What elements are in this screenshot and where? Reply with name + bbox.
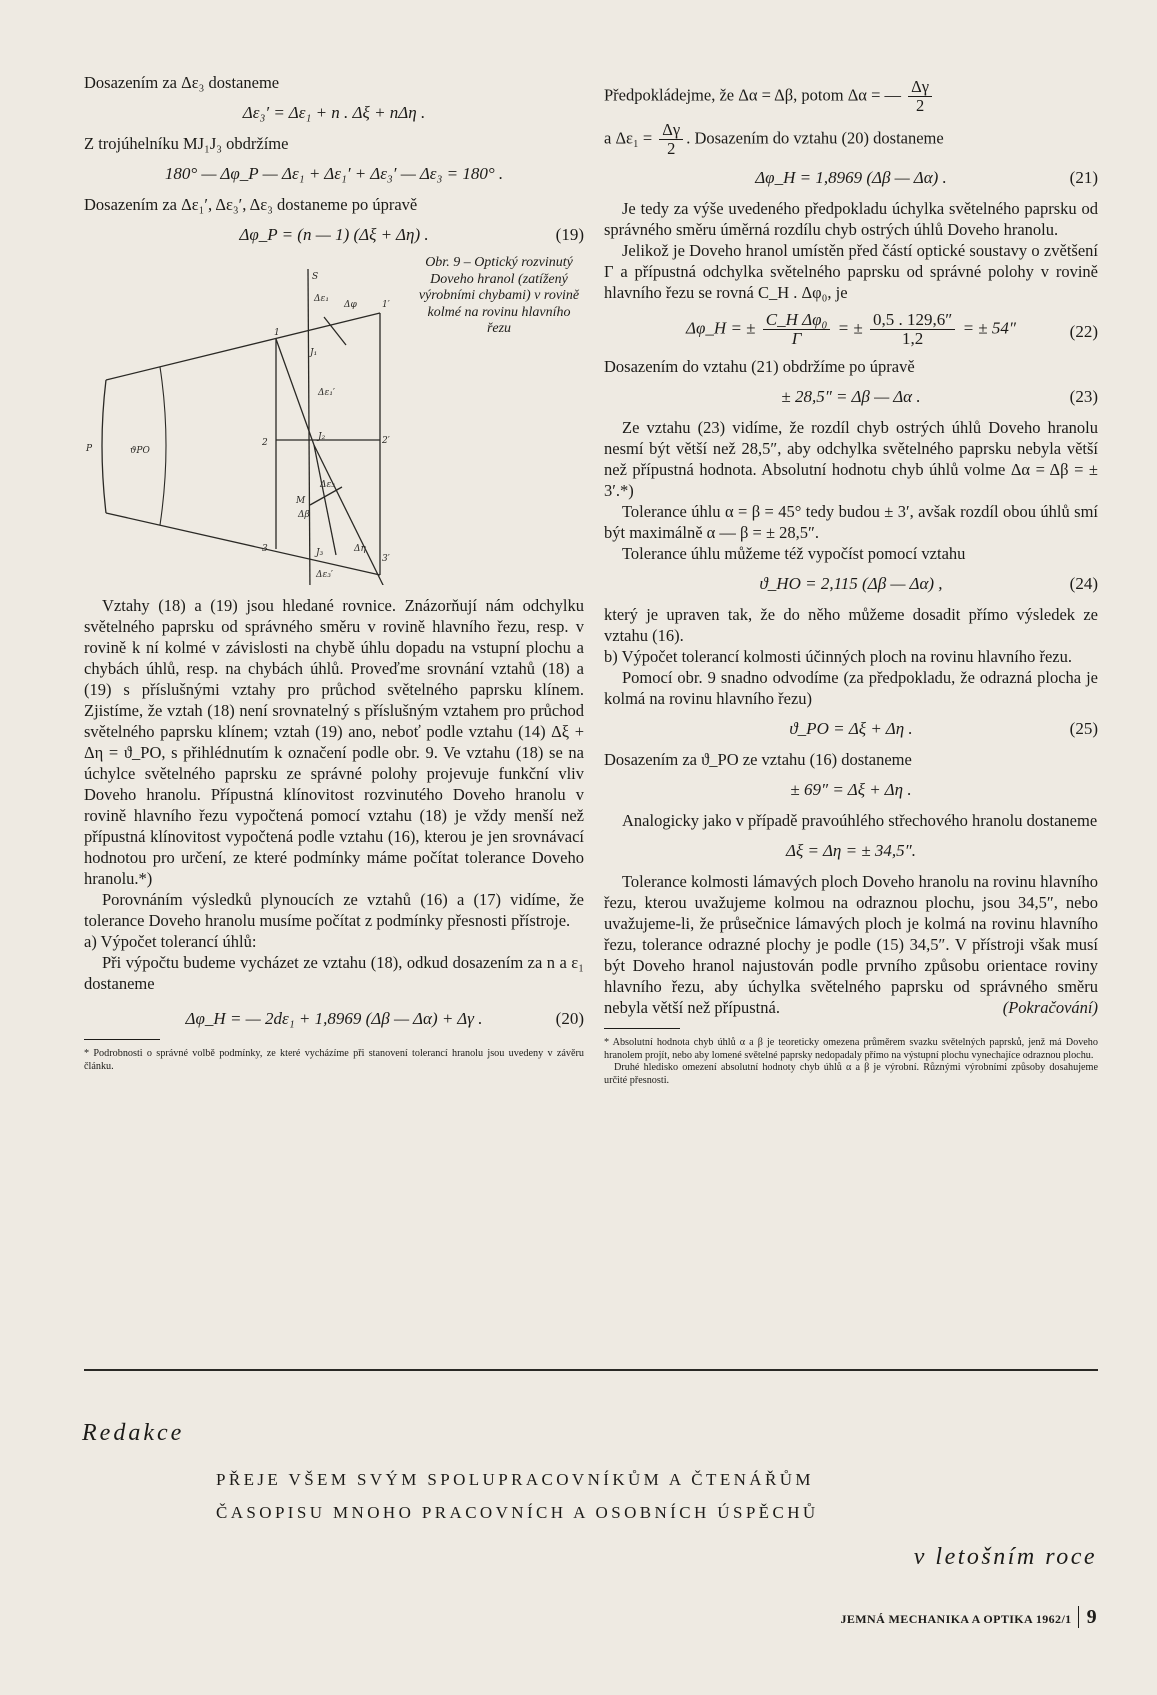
svg-text:1′: 1′ [382,300,390,310]
greeting-line-3: v letošním roce [913,1544,1097,1570]
equation-19 [84,224,584,246]
equation-number: (22) [1069,322,1098,341]
figure-caption: Obr. 9 – Optický rozvinutý Doveho hranol (zatížený výrobními chybami) v rovině kolmé na rovinu hlavního řezu [418,255,580,336]
svg-text:M: M [296,496,306,506]
text-line [604,121,1098,158]
svg-text:3′: 3′ [382,554,390,564]
paragraph: Tolerance úhlu α = β = 45° tedy budou ± 3′, avšak rozdíl obou úhlů smí být maximálně α — β = ± 28,5″. [604,502,1098,542]
greeting-line-1: PŘEJE VŠEM SVÝM SPOLUPRACOVNÍKŮM A ČTENÁŘŮM [216,1470,814,1489]
svg-text:P: P [86,444,93,454]
paragraph: Porovnáním výsledků plynoucích ze vztahů (16) a (17) vidíme, že tolerance Doveho hranolu musíme počítat z podmínky přesnosti přístroje. [84,890,584,930]
svg-text:1: 1 [274,328,280,338]
paragraph-text: Tolerance kolmosti lámavých ploch Doveho hranolu na rovinu hlavního řezu, kterou uvažujeme kolmou na odraznou plochu, jsou 34,5″, nebo uvažujeme-li, že průsečnice lámavých ploch je kolmá na rovinu hlavního řezu, tolerance odrazné plochy je podle (15) 34,5″. V přístroji však musí být Doveho hranol najustován podle prvního způsobu orientace roviny hlavního řezu, aby úchylka světelného paprsku od správného směru nebyla větší než přípustná. [604,872,1098,1017]
right-column [604,72,1098,1087]
redakce-heading: Redakce [82,1420,185,1446]
fraction-denominator: 1,2 [902,329,924,348]
svg-text:Δε₁: Δε₁ [314,294,329,304]
text-line: Z trojúhelníku MJ₁J₃ obdržíme [84,134,289,153]
svg-text:2′: 2′ [382,436,390,446]
svg-text:Δε₃: Δε₃ [320,480,335,490]
fraction-numerator: C_H Δφ₀ [763,311,831,330]
equation [84,163,584,185]
equation-text: ϑ_PO = Δξ + Δη . [789,719,913,738]
equation-text: ± 28,5″ = Δβ — Δα . [781,387,921,406]
greeting-line-2: ČASOPISU MNOHO PRACOVNÍCH A OSOBNÍCH ÚSPĚCHŮ [216,1503,819,1522]
fraction-numerator: Δγ [908,78,932,97]
equation-text: = ± 54″ [962,318,1016,338]
fraction-denominator: 2 [915,96,925,115]
footnote-rule [84,1039,160,1040]
fraction-numerator: Δγ [659,121,683,140]
equation-number: (23) [1069,387,1098,406]
paragraph: Jelikož je Doveho hranol umístěn před částí optické soustavy o zvětšení Γ a přípustná odchylka světelného paprsku od správné polohy v rovině hlavního řezu se rovná C_H . Δφ₀, je [604,241,1098,302]
svg-text:J₁: J₁ [310,348,318,358]
text-line: Dosazením za Δε₁′, Δε₃′, Δε₃ dostaneme po úpravě [84,195,418,214]
paragraph: Tolerance úhlu můžeme též vypočíst pomocí vztahu [622,544,966,563]
figure-9 [84,255,584,585]
equation-20 [84,1008,584,1030]
text-line: Dosazením do vztahu (21) obdržíme po úpravě [604,357,915,376]
paragraph: a) Výpočet tolerancí úhlů: [84,932,257,951]
svg-text:3: 3 [262,544,268,554]
equation-text: ϑ_HO = 2,115 (Δβ — Δα) , [759,574,943,593]
equation-21 [604,167,1098,189]
equation-number: (25) [1069,719,1098,738]
journal-name: JEMNÁ MECHANIKA A OPTIKA 1962/1 [840,1612,1072,1626]
equation [604,840,1098,862]
svg-text:Δε₁′: Δε₁′ [318,388,335,398]
equation-text: Δφ_P = (n — 1) (Δξ + Δη) . [239,225,429,244]
paragraph: Při výpočtu budeme vycházet ze vztahu (18), odkud dosazením za n a ε₁ dostaneme [84,953,584,993]
equation-text: Δφ_H = 1,8969 (Δβ — Δα) . [755,168,947,187]
fraction-denominator: Γ [791,329,802,348]
paragraph: Je tedy za výše uvedeného předpokladu úchylka světelného paprsku od správného směru úměrná rozdílu chyb ostrých úhlů Doveho hranolu. [604,199,1098,239]
fraction-denominator: 2 [667,139,676,158]
equation-number: (20) [555,1009,584,1028]
equation-number: (24) [1069,574,1098,593]
equation-text: Δξ = Δη = ± 34,5″. [786,841,916,860]
page-number: 9 [1078,1606,1097,1628]
fraction [763,311,831,348]
equation-25 [604,718,1098,740]
svg-text:Δβ: Δβ [298,510,310,520]
footnote: * Podrobnosti o správné volbě podmínky, ze které vycházíme při stanovení tolerancí hranolu jsou uvedeny v závěru článku. [84,1048,584,1072]
footnote-rule [604,1028,680,1029]
text-span: Předpokládejme, že Δα = Δβ, potom Δα = — [604,85,901,105]
continuation-note: (Pokračování) [1002,998,1098,1017]
text-line: Dosazením za ϑ_PO ze vztahu (16) dostaneme [604,750,912,769]
fraction [908,78,932,115]
equation [84,102,584,124]
svg-text:2: 2 [262,438,268,448]
section-divider [84,1369,1098,1371]
equation-text: = ± [837,318,863,338]
text-span: . Dosazením do vztahu (20) dostaneme [686,128,944,148]
fraction [870,311,955,348]
paragraph [604,871,1098,1018]
fraction-numerator: 0,5 . 129,6″ [870,311,955,330]
equation-text: Δφ_H = ± [686,318,756,338]
svg-text:J₂: J₂ [318,432,326,442]
dove-prism-diagram [84,255,404,585]
fraction [659,121,683,158]
paragraph: b) Výpočet tolerancí kolmosti účinných ploch na rovinu hlavního řezu. [604,647,1072,666]
equation [604,779,1098,801]
text-span: a Δε₁ = [604,128,653,148]
text-line: Dosazením za Δε₃ dostaneme [84,73,280,92]
equation-text: Δφ_H = — 2dε₁ + 1,8969 (Δβ — Δα) + Δγ . [185,1009,483,1028]
paragraph: Ze vztahu (23) vidíme, že rozdíl chyb ostrých úhlů Doveho hranolu nesmí být větší než 28,5″, aby odchylka světelného paprsku nebyla větší než přípustná hodnota. Absolutní hodnotu chyb úhlů volme Δα = Δβ = ± 3′.*) [604,418,1098,500]
svg-text:Δε₃′: Δε₃′ [316,570,333,580]
text-line [604,78,1098,115]
equation-text: Δε₃′ = Δε₁ + n . Δξ + nΔη . [242,103,426,122]
paragraph: který je upraven tak, že do něho můžeme dosadit přímo výsledek ze vztahu (16). [604,605,1098,645]
svg-text:J₃: J₃ [316,548,324,558]
equation-text: 180° — Δφ_P — Δε₁ + Δε₁′ + Δε₃′ — Δε₃ = 180° . [164,164,504,183]
footnote: Druhé hledisko omezení absolutní hodnoty chyb úhlů α a β je výrobní. Různými výrobními způsoby dosahujeme určité přesnosti. [604,1062,1098,1086]
equation-text: ± 69″ = Δξ + Δη . [790,780,912,799]
svg-text:ϑPO: ϑPO [130,446,150,456]
left-column [84,72,584,1073]
svg-text:S: S [312,272,319,282]
paragraph: Pomocí obr. 9 snadno odvodíme (za předpokladu, že odrazná plocha je kolmá na rovinu hlavního řezu) [604,668,1098,708]
equation-22 [604,311,1098,348]
paragraph: Vztahy (18) a (19) jsou hledané rovnice. Znázorňují nám odchylku světelného paprsku od správného směru v rovině hlavního řezu, resp. v rovině k ní kolmé v závislosti na chybě úhlu dopadu na vstupní plochu a chybách úhlů, resp. na chybách úhlů. Proveďme srovnání vztahů (18) a (19) s příslušnými vztahy pro průchod světelného paprsku klínem. Zjistíme, že vztah (18) není srovnatelný s příslušným vztahem pro průchod světelného paprsku klínem; vztah (19) ano, neboť podle vztahu (14) Δξ + Δη = ϑ_PO, s přihlédnutím k označení podle obr. 9. Ve vztahu (18) se na úchylce světelného paprsku ze správné polohy projevuje funkční vliv Doveho hranolu. Přípustná klínovitost rozvinutého Doveho hranolu v rovině hlavního řezu vypočtená pomocí vztahu (18) je vždy menší než přípustná klínovitost vypočtená podle vztahu (16), kterou je jen srovnávací hodnotou pro určení, ze které podmínky máme počítat tolerance Doveho hranolu.*) [84,596,584,888]
equation-number: (19) [555,225,584,244]
svg-text:Δη: Δη [354,544,366,554]
equation-number: (21) [1069,168,1098,187]
equation-23 [604,386,1098,408]
footnote: * Absolutní hodnota chyb úhlů α a β je teoreticky omezena průměrem svazku světelných paprsků, jenž má Doveho hranolem projít, nebo aby lomené světelné paprsky nedopadaly přímo na výstupní plochu vynechajíce odraznou plochu. [604,1037,1098,1061]
svg-text:Δφ: Δφ [344,300,357,310]
paragraph: Analogicky jako v případě pravoúhlého střechového hranolu dostaneme [622,811,1098,830]
page-footer [841,1606,1098,1629]
equation-24 [604,573,1098,595]
